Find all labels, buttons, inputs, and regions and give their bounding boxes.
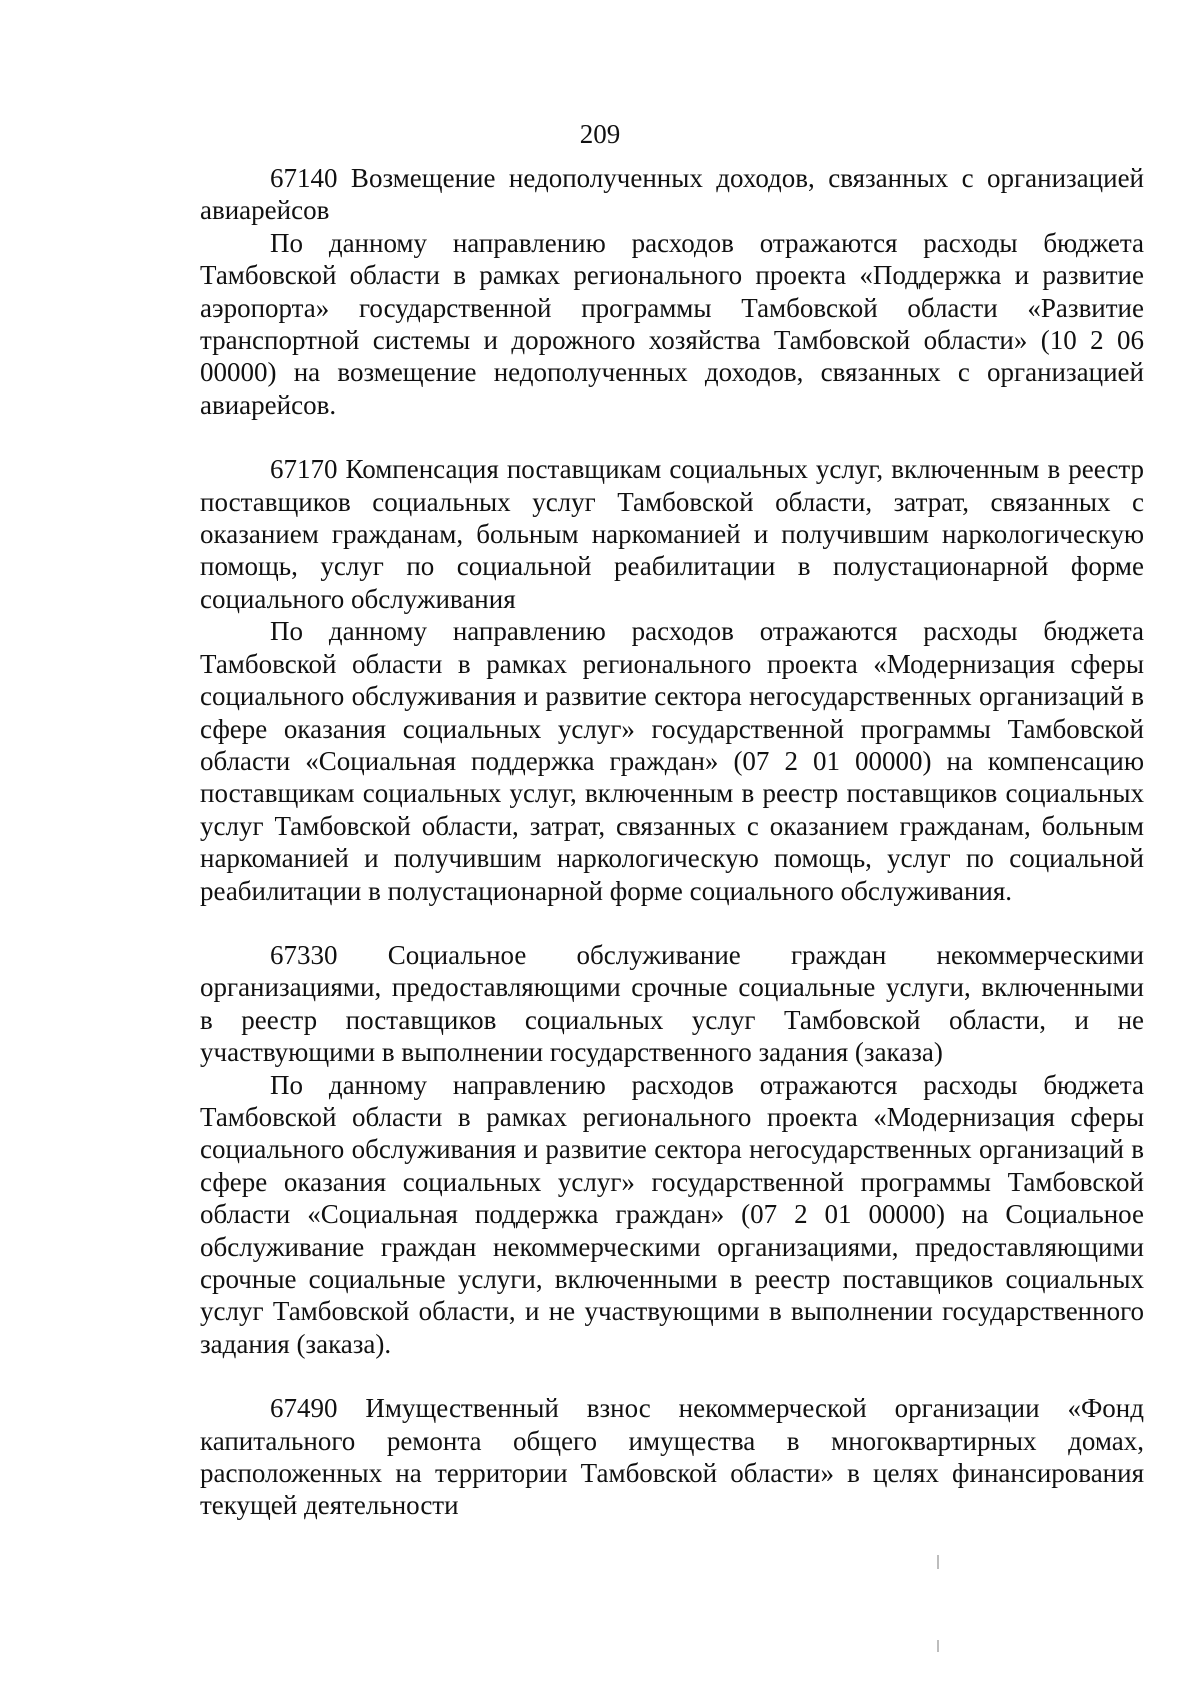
- section-body-67170: По данному направлению расходов отражаются расходы бюджета Тамбовской области в рамках регионального проекта «Модернизация сферы социального обслуживания и развитие сектора негосударственных организаций в сфере оказания социальных услуг» государственной программы Тамбовской области «Социальная поддержка граждан» (07 2 01 00000) на компенсацию поставщикам социальных услуг, включенным в реестр поставщиков социальных услуг Тамбовской области, затрат, связанных с оказанием гражданам, больным наркоманией и получившим наркологическую помощь, услуг по социальной реабилитации в полустационарной форме социального обслуживания.: [200, 616, 1144, 906]
- section-title-67490: 67490 Имущественный взнос некоммерческой организации «Фонд капитального ремонта общего имущества в многоквартирных домах, расположенных на территории Тамбовской области» в целях финансирования текущей деятельности: [200, 1393, 1144, 1521]
- section-title-67170: 67170 Компенсация поставщикам социальных услуг, включенным в реестр поставщиков социальных услуг Тамбовской области, затрат, связанных с оказанием гражданам, больным наркоманией и получившим наркологическую помощь, услуг по социальной реабилитации в полустационарной форме социального обслуживания: [200, 454, 1144, 614]
- section-title-67140: 67140 Возмещение недополученных доходов, связанных с организацией авиарейсов: [200, 163, 1144, 226]
- section-spacer: [200, 1360, 1144, 1392]
- section-spacer: [200, 421, 1144, 453]
- section-body-67330: По данному направлению расходов отражаются расходы бюджета Тамбовской области в рамках регионального проекта «Модернизация сферы социального обслуживания и развитие сектора негосударственных организаций в сфере оказания социальных услуг» государственной программы Тамбовской области «Социальная поддержка граждан» (07 2 01 00000) на Социальное обслуживание граждан некоммерческими организациями, предоставляющими срочные социальные услуги, включенными в реестр поставщиков социальных услуг Тамбовской области, и не участвующими в выполнении государственного задания (заказа).: [200, 1069, 1144, 1359]
- page-number: 209: [579, 119, 621, 149]
- scan-mark: [937, 1640, 939, 1652]
- scan-mark: [937, 1555, 939, 1569]
- section-body-67140: По данному направлению расходов отражаются расходы бюджета Тамбовской области в рамках регионального проекта «Поддержка и развитие аэропорта» государственной программы Тамбовской области «Развитие транспортной системы и дорожного хозяйства Тамбовской области» (10 2 06 00000) на возмещение недополученных доходов, связанных с организацией авиарейсов.: [200, 227, 1144, 420]
- section-title-67330: 67330 Социальное обслуживание граждан некоммерческими организациями, предоставляющими срочные социальные услуги, включенными в реестр поставщиков социальных услуг Тамбовской области, и не участвующими в выполнении государственного задания (заказа): [200, 939, 1144, 1068]
- section-spacer: [200, 907, 1144, 939]
- document-body: [200, 162, 1144, 1522]
